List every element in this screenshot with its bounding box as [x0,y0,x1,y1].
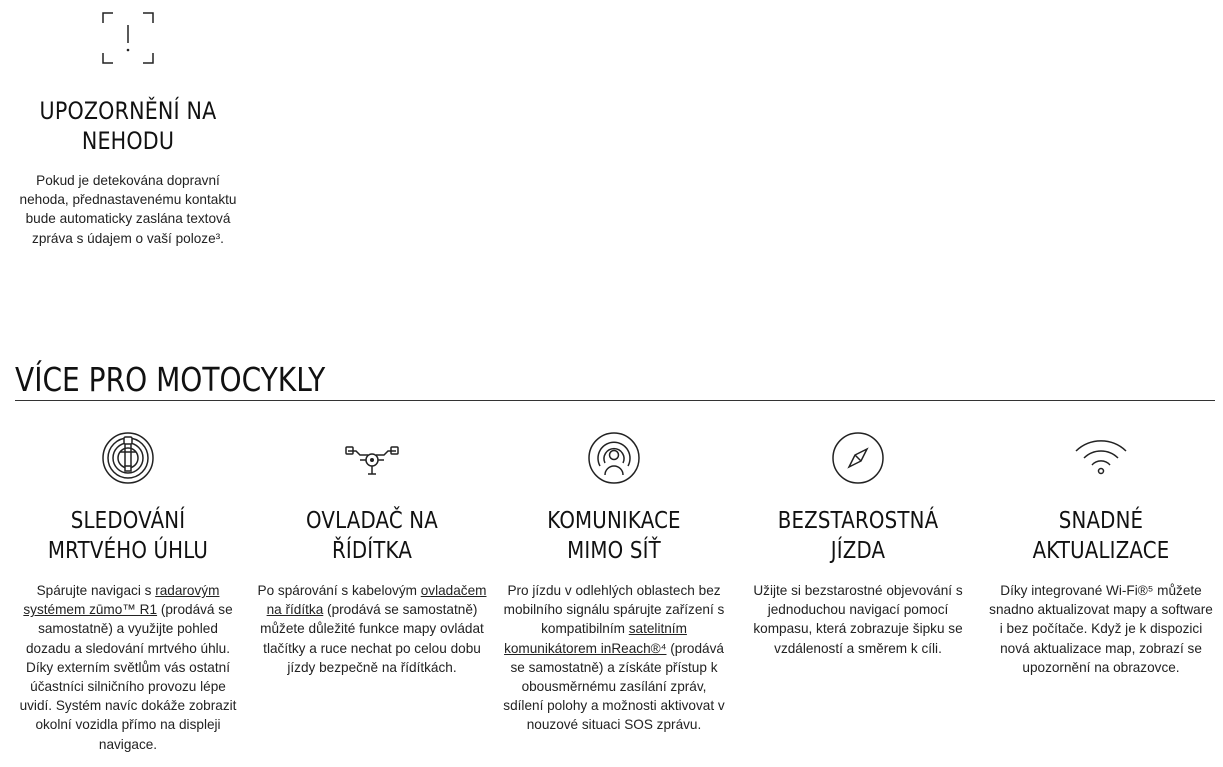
feature-description: Pokud je detekována dopravní nehoda, přednastavenému kontaktu bude automaticky zaslána textová zpráva s údajem o vaší poloze³. [19,173,237,246]
radar-link[interactable]: radarovým systémem zūmo™ R1 [23,583,220,618]
compass-icon [746,430,970,486]
blind-spot-radar-icon [15,430,241,486]
description-text: (prodává se samostatně) a využijte pohled dozadu a sledování mrtvého úhlu. Díky externím světlům vás ostatní účastníci silničního provozu lépe uvidí. Systém navíc dokáže zobrazit okolní vozidla přímo na displeji navigace. [19,602,237,752]
feature-title: UPOZORNĚNÍ NA NEHODU [39,97,217,155]
feature-title: SLEDOVÁNÍ MRTVÉHO ÚHLU [47,508,209,564]
feature-easy-updates [986,430,1216,677]
inreach-link[interactable]: satelitním komunikátorem inReach®⁴ [504,621,687,656]
feature-blind-spot [15,430,241,754]
description-text: Po spárování s kabelovým [257,583,421,598]
handlebar-remote-link[interactable]: ovladačem na řídítka [266,583,487,618]
description-text: (prodává se samostatně) můžete důležité funkce mapy ovládat tlačítky a ruce nechat po celou dobu jízdy bezpečně na řídítkách. [260,602,484,675]
section-divider [15,400,1215,401]
feature-description [15,581,241,754]
feature-title: KOMUNIKACE MIMO SÍŤ [547,508,681,564]
feature-offgrid-communication [500,430,728,735]
feature-title: OVLADAČ NA ŘÍDÍTKA [306,508,438,564]
wifi-icon [986,430,1216,486]
handlebar-remote-icon [256,430,488,486]
feature-title: BEZSTAROSTNÁ JÍZDA [777,508,939,564]
feature-accident-notification [10,12,246,248]
feature-title: SNADNÉ AKTUALIZACE [1032,508,1170,564]
feature-description [256,581,488,677]
feature-description: Díky integrované Wi-Fi®⁵ můžete snadno aktualizovat mapy a software i bez počítače. Když je k dispozici nová aktualizace map, zobrazí se upozornění na obrazovce. [989,583,1213,675]
alert-focus-icon [10,12,246,64]
feature-description [500,581,728,735]
description-text: Pro jízdu v odlehlých oblastech bez mobilního signálu spárujte zařízení s kompatibilním [503,583,725,637]
feature-handlebar-remote [256,430,488,677]
satellite-person-icon [500,430,728,486]
description-text: Spárujte navigaci s [36,583,156,598]
feature-carefree-riding [746,430,970,658]
feature-description: Užijte si bezstarostné objevování s jednoduchou navigací pomocí kompasu, která zobrazuje šipku se vzdáleností a směrem k cíli. [753,583,963,656]
description-text: (prodává se samostatně) a získáte přístup k obousměrnému zasílání zpráv, sdílení polohy a možnosti aktivovat v nouzové situaci SOS zprávu. [503,640,725,733]
section-title: VÍCE PRO MOTOCYKLY [15,360,326,399]
